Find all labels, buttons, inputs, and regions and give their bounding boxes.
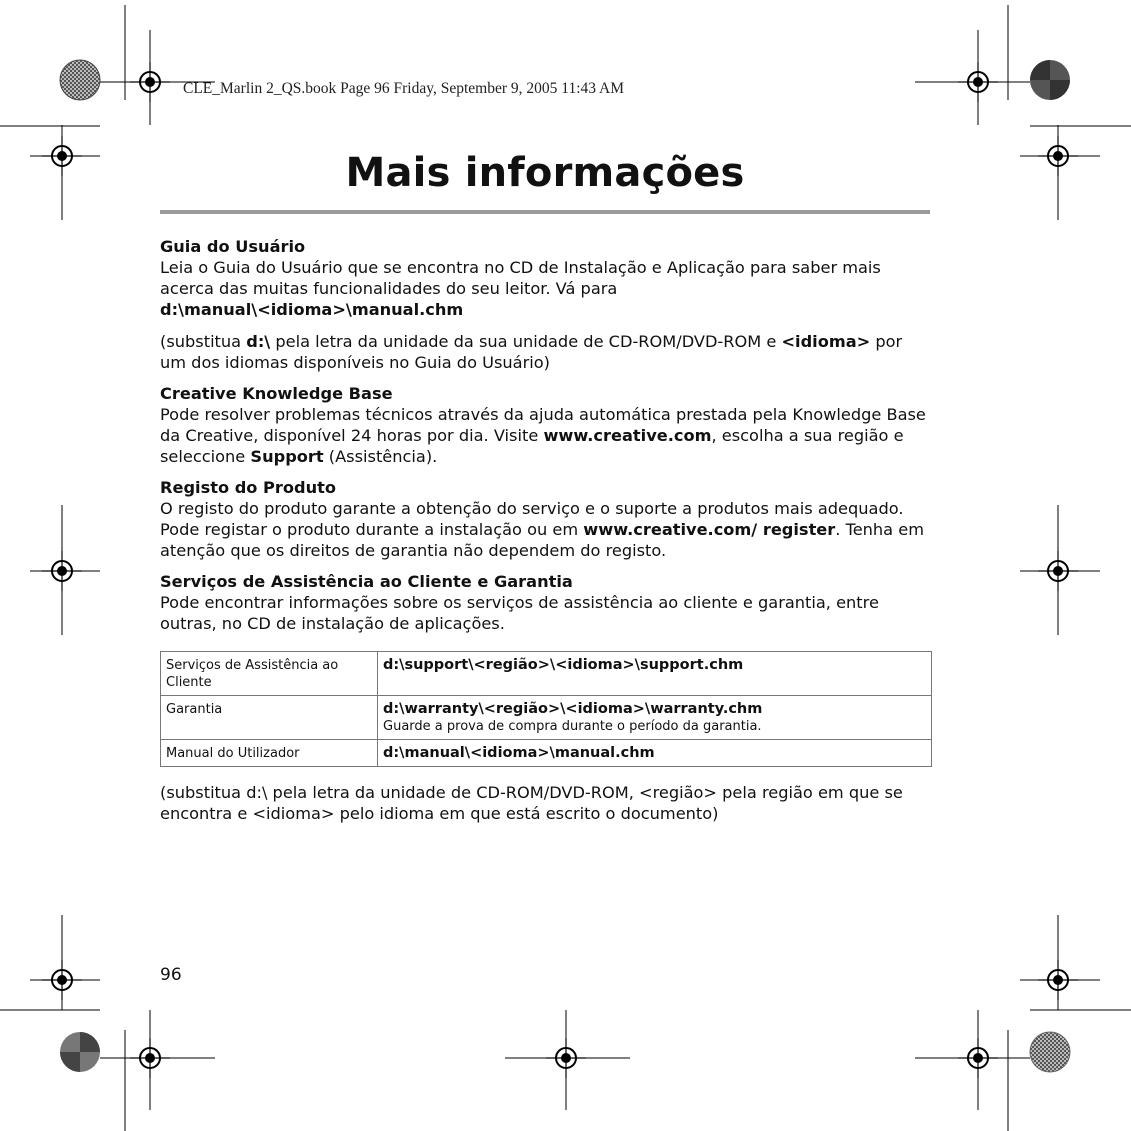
table-row (161, 696, 932, 740)
text-run: por um dos idiomas disponíveis no Guia do Usuário) (160, 332, 903, 372)
paragraph-text: Leia o Guia do Usuário que se encontra no CD de Instalação e Aplicação para saber mais acerca das muitas funcionalidades do seu leitor. Vá para (160, 258, 881, 298)
title-rule (160, 210, 930, 214)
table-row (161, 652, 932, 696)
star-target-icon (1030, 1032, 1070, 1072)
paragraph (160, 498, 930, 561)
header-slug: CLE_Marlin 2_QS.book Page 96 Friday, September 9, 2005 11:43 AM (183, 80, 625, 97)
section-heading-registration: Registo do Produto (160, 478, 336, 497)
section-heading-knowledge-base: Creative Knowledge Base (160, 384, 393, 403)
section-heading-support: Serviços de Assistência ao Cliente e Garantia (160, 572, 573, 591)
table-cell-path (378, 652, 932, 696)
footnote: (substitua d:\ pela letra da unidade de CD-ROM/DVD-ROM, <região> pela região em que se encontra e <idioma> pelo idioma em que está escrito o documento) (160, 783, 903, 823)
star-target-icon (60, 60, 100, 100)
page-number: 96 (160, 965, 182, 985)
page-title: Mais informações (345, 150, 745, 196)
table-cell-label: Serviços de Assistência ao Cliente (161, 652, 378, 696)
table-cell-label: Manual do Utilizador (161, 740, 378, 767)
main-content (160, 236, 930, 824)
text-run: pela letra da unidade da sua unidade de CD-ROM/DVD-ROM e (270, 332, 782, 351)
paragraph (160, 331, 930, 373)
text-run: , escolha a sua região e seleccione (160, 426, 904, 466)
text-run: (Assistência). (323, 447, 438, 466)
text-run: . Tenha em atenção que os direitos de garantia não dependem do registo. (160, 520, 924, 560)
bold-run: <idioma> (781, 332, 871, 351)
text-run: Pode resolver problemas técnicos através da ajuda automática prestada pela Knowledge Base da Creative, disponível 24 horas por dia. Visite (160, 405, 926, 445)
paragraph: Pode encontrar informações sobre os serviços de assistência ao cliente e garantia, entre outras, no CD de instalação de aplicações. (160, 593, 879, 633)
bold-run: Support (250, 447, 324, 466)
path-text: d:\manual\<idioma>\manual.chm (383, 745, 655, 761)
text-run: O registo do produto garante a obtenção do serviço e o suporte a produtos mais adequado. Pode registar o produto durante a instalação ou em (160, 499, 904, 539)
path-text: d:\warranty\<região>\<idioma>\warranty.chm (383, 701, 763, 717)
table-cell-path (378, 696, 932, 740)
section-heading-user-guide: Guia do Usuário (160, 237, 306, 256)
text-run: (substitua (160, 332, 247, 351)
color-target-icon (1030, 60, 1070, 100)
table-cell-path (378, 740, 932, 767)
table-row (161, 740, 932, 767)
path-text: d:\manual\<idioma>\manual.chm (160, 300, 464, 319)
link-text: www.creative.com (543, 426, 712, 445)
color-target-icon (60, 1032, 100, 1072)
bold-run: d:\ (246, 332, 271, 351)
table-cell-label: Garantia (161, 696, 378, 740)
support-table (160, 651, 932, 767)
link-text: www.creative.com/ register (583, 520, 836, 539)
table-note: Guarde a prova de compra durante o período da garantia. (383, 719, 762, 734)
path-text: d:\support\<região>\<idioma>\support.chm (383, 657, 744, 673)
paragraph (160, 257, 930, 320)
paragraph (160, 404, 930, 467)
